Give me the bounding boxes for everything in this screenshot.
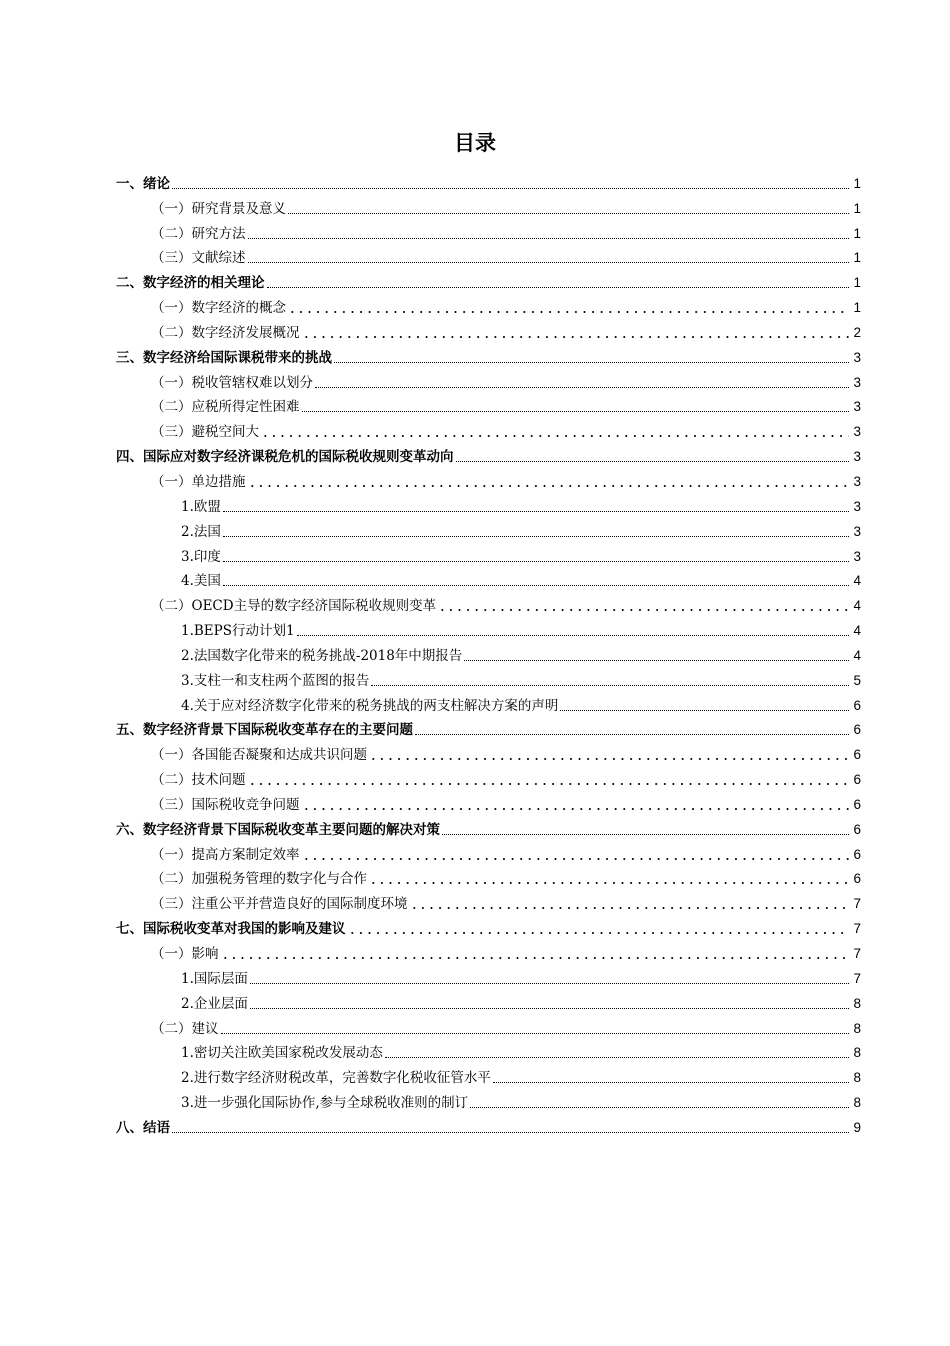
toc-entry-label: （一）提高方案制定效率 xyxy=(151,846,300,863)
toc-entry[interactable] xyxy=(116,467,861,492)
toc-entry-page-number: 5 xyxy=(853,672,861,688)
toc-entry-page-number: 7 xyxy=(853,970,861,986)
dot-leader xyxy=(302,410,850,412)
toc-entry[interactable] xyxy=(116,1088,861,1113)
toc-entry-page-number: 3 xyxy=(853,374,861,390)
dot-leader xyxy=(334,361,849,363)
dot-leader xyxy=(464,659,849,661)
toc-entry-page-number: 6 xyxy=(853,871,861,887)
toc-entry[interactable] xyxy=(116,939,861,964)
dot-leader xyxy=(223,560,849,562)
toc-entry-label: （二）技术问题 xyxy=(151,772,246,789)
toc-entry-label: 四、国际应对数字经济课税危机的国际税收规则变革动向 xyxy=(116,449,454,466)
dot-leader xyxy=(560,709,849,711)
toc-entry-page-number: 9 xyxy=(853,1119,861,1135)
toc-entry[interactable] xyxy=(116,666,861,691)
toc-entry-page-number: 2 xyxy=(853,324,861,340)
toc-entry-page-number: 1 xyxy=(853,300,861,316)
dot-leader xyxy=(297,634,849,636)
toc-entry[interactable] xyxy=(116,765,861,790)
dot-leader xyxy=(248,782,850,786)
toc-entry-page-number: 8 xyxy=(853,1045,861,1061)
toc-entry[interactable] xyxy=(116,492,861,517)
toc-entry[interactable] xyxy=(116,368,861,393)
toc-entry[interactable] xyxy=(116,790,861,815)
toc-entry-label: 二、数字经济的相关理论 xyxy=(116,275,265,292)
toc-title: 目录 xyxy=(454,131,496,155)
toc-entry-page-number: 6 xyxy=(853,821,861,837)
toc-entry[interactable] xyxy=(116,244,861,269)
toc-entry-page-number: 8 xyxy=(853,1070,861,1086)
toc-entry-label: （一）数字经济的概念 xyxy=(151,300,286,317)
toc-entry[interactable] xyxy=(116,1039,861,1064)
dot-leader xyxy=(442,833,849,835)
dot-leader xyxy=(369,757,849,761)
table-of-contents xyxy=(116,169,861,1138)
toc-entry[interactable] xyxy=(116,1113,861,1138)
toc-entry-page-number: 6 xyxy=(853,846,861,862)
toc-entry-label: （二）研究方法 xyxy=(151,225,246,242)
toc-entry-page-number: 7 xyxy=(853,946,861,961)
toc-entry-page-number: 6 xyxy=(853,796,861,812)
dot-leader xyxy=(288,212,849,214)
toc-entry-label: 2.法国 xyxy=(181,523,221,540)
toc-entry-page-number: 3 xyxy=(853,548,861,564)
dot-leader xyxy=(221,1032,850,1034)
dot-leader xyxy=(456,460,850,462)
dot-leader xyxy=(267,286,850,288)
toc-entry-label: 八、结语 xyxy=(116,1119,170,1136)
toc-entry[interactable] xyxy=(116,542,861,567)
toc-entry-page-number: 4 xyxy=(853,647,861,663)
toc-entry-label: 4.关于应对经济数字化带来的税务挑战的两支柱解决方案的声明 xyxy=(181,697,559,714)
dot-leader xyxy=(248,237,850,239)
toc-entry-page-number: 1 xyxy=(853,200,861,216)
toc-entry-page-number: 8 xyxy=(853,1020,861,1036)
toc-entry[interactable] xyxy=(116,840,861,865)
toc-entry[interactable] xyxy=(116,591,861,616)
toc-entry[interactable] xyxy=(116,517,861,542)
toc-entry-page-number: 3 xyxy=(853,449,861,465)
toc-entry[interactable] xyxy=(116,616,861,641)
toc-entry-page-number: 8 xyxy=(853,1095,861,1111)
toc-entry-label: （二）数字经济发展概况 xyxy=(151,324,300,341)
dot-leader xyxy=(302,807,850,811)
toc-entry-label: 4.美国 xyxy=(181,573,221,590)
toc-entry-label: 五、数字经济背景下国际税收变革存在的主要问题 xyxy=(116,722,413,739)
dot-leader xyxy=(302,857,850,861)
toc-entry-page-number: 4 xyxy=(853,573,861,589)
toc-entry-label: （二）建议 xyxy=(151,1020,219,1037)
toc-entry[interactable] xyxy=(116,219,861,244)
toc-entry-label: 1.BEPS行动计划1 xyxy=(181,623,295,640)
toc-entry[interactable] xyxy=(116,169,861,194)
toc-entry-page-number: 7 xyxy=(853,921,861,937)
toc-entry-page-number: 1 xyxy=(853,275,861,291)
toc-entry[interactable] xyxy=(116,567,861,592)
toc-entry-label: （一）各国能否凝聚和达成共识问题 xyxy=(151,747,367,764)
toc-entry-label: 3.进一步强化国际协作,参与全球税收准则的制订 xyxy=(181,1095,469,1112)
toc-entry[interactable] xyxy=(116,716,861,741)
toc-entry-label: 七、国际税收变革对我国的影响及建议 xyxy=(116,921,346,938)
toc-entry[interactable] xyxy=(116,393,861,418)
toc-entry-label: （一）单边措施 xyxy=(151,473,246,490)
toc-entry[interactable] xyxy=(116,343,861,368)
dot-leader xyxy=(172,187,849,189)
dot-leader xyxy=(371,684,849,686)
toc-entry-label: （三）避税空间大 xyxy=(151,424,259,441)
dot-leader xyxy=(493,1081,849,1083)
dot-leader xyxy=(315,386,849,388)
toc-entry-label: （二）加强税务管理的数字化与合作 xyxy=(151,871,367,888)
dot-leader xyxy=(288,310,849,314)
toc-entry-label: 2.法国数字化带来的税务挑战-2018年中期报告 xyxy=(181,647,463,664)
toc-entry-label: 3.支柱一和支柱两个蓝图的报告 xyxy=(181,672,370,689)
toc-entry-page-number: 3 xyxy=(853,399,861,415)
toc-entry-page-number: 4 xyxy=(853,598,861,614)
dot-leader xyxy=(348,931,850,935)
dot-leader xyxy=(223,510,849,512)
toc-entry[interactable] xyxy=(116,293,861,318)
toc-entry-label: （三）国际税收竞争问题 xyxy=(151,796,300,813)
toc-entry-label: 三、数字经济给国际课税带来的挑战 xyxy=(116,349,332,366)
dot-leader xyxy=(369,881,849,885)
dot-leader xyxy=(261,434,849,438)
dot-leader xyxy=(410,906,850,910)
toc-entry-label: （二）OECD主导的数字经济国际税收规则变革 xyxy=(151,598,437,615)
toc-entry-label: （一）影响 xyxy=(151,946,219,962)
toc-entry-page-number: 7 xyxy=(853,896,861,912)
toc-entry-label: 1.国际层面 xyxy=(181,970,248,987)
toc-entry-page-number: 1 xyxy=(853,250,861,266)
toc-entry-label: 1.欧盟 xyxy=(181,498,221,515)
toc-entry[interactable] xyxy=(116,641,861,666)
toc-entry[interactable] xyxy=(116,964,861,989)
dot-leader xyxy=(223,535,849,537)
toc-entry-label: （一）税收管辖权难以划分 xyxy=(151,374,313,391)
toc-entry-label: （二）应税所得定性困难 xyxy=(151,399,300,416)
toc-entry-page-number: 6 xyxy=(853,772,861,788)
dot-leader xyxy=(470,1106,849,1108)
dot-leader xyxy=(415,733,849,735)
toc-entry-page-number: 3 xyxy=(853,523,861,539)
toc-entry[interactable] xyxy=(116,1063,861,1088)
toc-entry-page-number: 3 xyxy=(853,473,861,489)
toc-entry-label: 2.进行数字经济财税改革，完善数字化税收征管水平 xyxy=(181,1070,491,1087)
toc-entry-page-number: 4 xyxy=(853,623,861,639)
toc-entry-label: 1.密切关注欧美国家税改发展动态 xyxy=(181,1045,383,1062)
toc-entry-page-number: 1 xyxy=(853,175,861,191)
toc-entry[interactable] xyxy=(116,815,861,840)
toc-entry-page-number: 6 xyxy=(853,747,861,763)
dot-leader xyxy=(302,335,850,339)
toc-entry-label: 2.企业层面 xyxy=(181,995,248,1012)
toc-entry-label: 一、绪论 xyxy=(116,175,170,192)
toc-entry-page-number: 8 xyxy=(853,995,861,1011)
toc-entry-label: （一）研究背景及意义 xyxy=(151,200,286,217)
dot-leader xyxy=(248,261,850,263)
toc-entry-page-number: 3 xyxy=(853,424,861,440)
toc-entry-page-number: 1 xyxy=(853,225,861,241)
toc-entry-page-number: 6 xyxy=(853,697,861,713)
toc-entry[interactable] xyxy=(116,1014,861,1039)
toc-entry[interactable] xyxy=(116,417,861,442)
toc-entry-page-number: 3 xyxy=(853,498,861,514)
toc-entry[interactable] xyxy=(116,268,861,293)
toc-entry[interactable] xyxy=(116,889,861,914)
toc-entry-label: （三）文献综述 xyxy=(151,250,246,267)
toc-entry[interactable] xyxy=(116,989,861,1014)
toc-entry-label: 3.印度 xyxy=(181,548,221,565)
dot-leader xyxy=(223,584,849,586)
toc-entry[interactable] xyxy=(116,740,861,765)
toc-entry[interactable] xyxy=(116,691,861,716)
dot-leader xyxy=(221,956,850,960)
dot-leader xyxy=(250,1007,849,1009)
dot-leader xyxy=(248,484,850,488)
dot-leader xyxy=(250,982,849,984)
dot-leader xyxy=(385,1056,849,1058)
toc-entry-page-number: 6 xyxy=(853,722,861,738)
toc-entry-label: （三）注重公平并营造良好的国际制度环境 xyxy=(151,896,408,913)
toc-entry-page-number: 3 xyxy=(853,349,861,365)
toc-entry[interactable] xyxy=(116,914,861,939)
toc-entry-label: 六、数字经济背景下国际税收变革主要问题的解决对策 xyxy=(116,821,440,838)
dot-leader xyxy=(172,1131,849,1133)
toc-entry[interactable] xyxy=(116,865,861,890)
toc-entry[interactable] xyxy=(116,442,861,467)
dot-leader xyxy=(438,608,849,612)
toc-entry[interactable] xyxy=(116,318,861,343)
toc-entry[interactable] xyxy=(116,194,861,219)
